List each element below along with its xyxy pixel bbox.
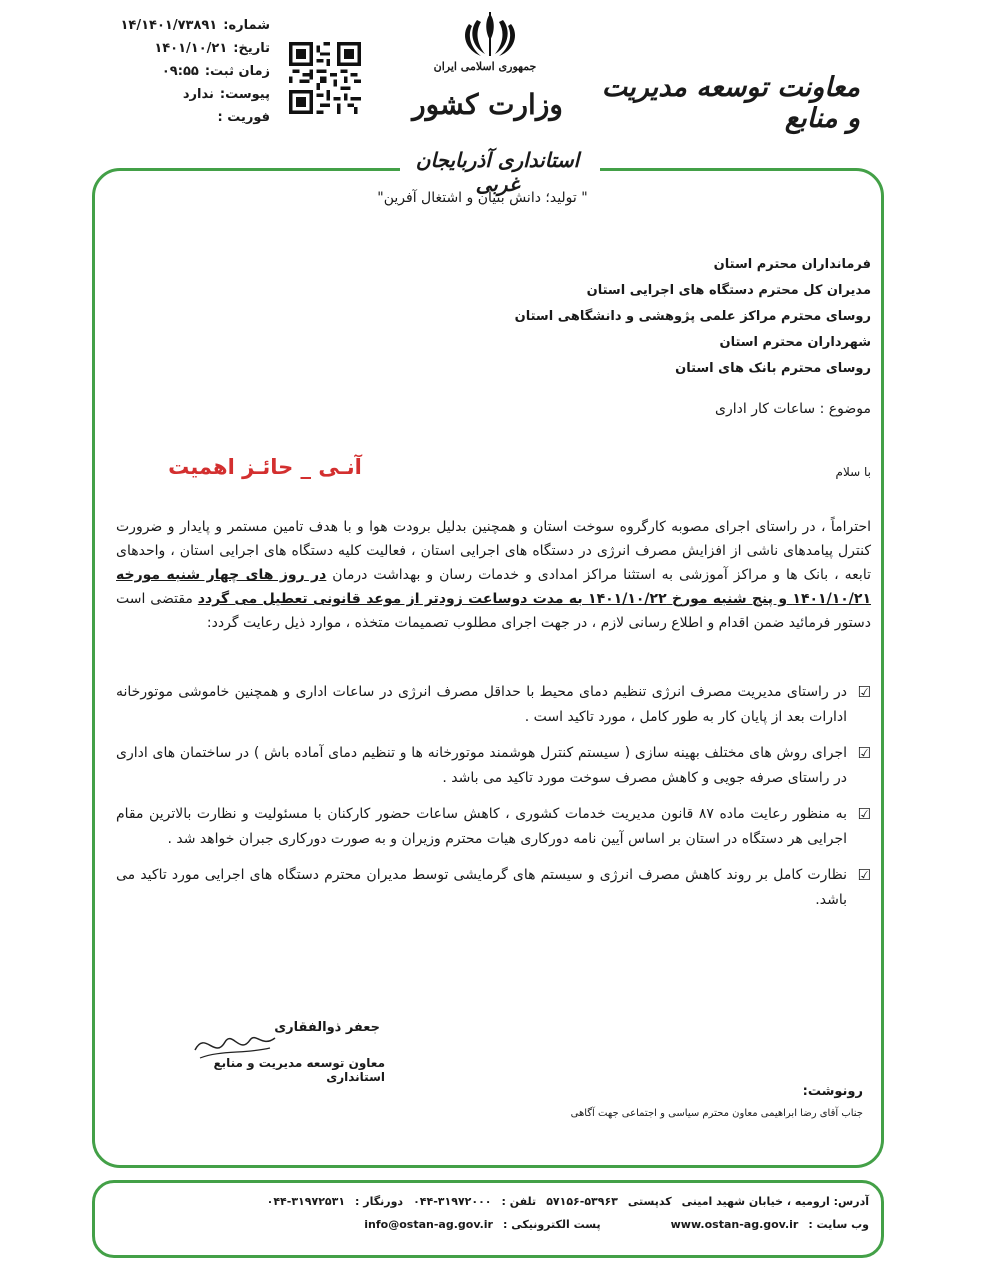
check-arrow-icon: ☑ bbox=[857, 866, 871, 884]
body-text-part2: مقتضی است دستور فرمائید ضمن اقدام و اطلاع رسانی لازم ، در جهت اجرای مطلوب تصمیمات متخذه ، موارد ذیل رعایت گردد: bbox=[116, 591, 871, 631]
recipient-item: فرمانداران محترم استان bbox=[713, 257, 871, 272]
meta-urgency-label: فوریت : bbox=[217, 110, 270, 125]
meta-number-value: ۱۴/۱۴۰۱/۷۳۸۹۱ bbox=[120, 18, 218, 33]
ministry-title: وزارت کشور bbox=[412, 88, 563, 121]
meta-attachment bbox=[40, 83, 270, 106]
meta-reg-time-value: ۰۹:۵۵ bbox=[161, 64, 199, 79]
footer-phone-label: تلفن : bbox=[501, 1195, 537, 1208]
body-text-part1: احتراماً ، در راستای اجرای مصوبه کارگروه سوخت استان و همچنین بدلیل برودت هوا و با هدف تامین مستمر و پایدار و ضرورت کنترل پیامدهای ناشی از افزایش مصرف انرژی در دستگاه های اجرایی استان ، فعالیت کلیه دستگاه های اجرایی استان ، واحدهای تابعه ، بانک ها و مراکز آموزشی به استثنا مراکز امدادی و خدمات رسان و بهداشت درمان bbox=[116, 519, 871, 583]
letter-meta bbox=[40, 14, 270, 129]
footer-row-2 bbox=[109, 1218, 869, 1231]
signatory-name: جعفر ذوالفقاری bbox=[274, 1020, 380, 1035]
footer-fax-value: ۰۴۴-۳۱۹۷۲۵۳۱ bbox=[266, 1195, 346, 1208]
urgent-stamp: آنـی _ حائـز اهمیت bbox=[168, 455, 362, 479]
meta-attachment-value: ندارد bbox=[182, 87, 214, 102]
footer-email-link[interactable]: info@ostan-ag.gov.ir bbox=[364, 1218, 493, 1231]
list-item-text: اجرای روش های مختلف بهینه سازی ( سیستم کنترل هوشمند موتورخانه ها و تنظیم دمای آماده باش ) در ساختمان های اداری در راستای صرفه جویی و کاهش مصرف سوخت مورد تاکید می باشد . bbox=[116, 745, 847, 786]
check-arrow-icon: ☑ bbox=[857, 744, 871, 762]
footer-postal-value: ۵۷۱۵۶-۵۳۹۶۳ bbox=[546, 1195, 618, 1208]
cc-label: رونوشت: bbox=[802, 1084, 863, 1099]
footer-postal-label: کدپستی bbox=[627, 1195, 672, 1208]
check-arrow-icon: ☑ bbox=[857, 805, 871, 823]
list-item bbox=[116, 680, 871, 730]
qr-code-icon bbox=[289, 42, 361, 114]
check-arrow-icon: ☑ bbox=[857, 683, 871, 701]
list-item bbox=[116, 802, 871, 852]
footer-website-label: وب سایت : bbox=[808, 1218, 869, 1231]
body-paragraph bbox=[116, 515, 871, 635]
body-bold-deadline: در روز های چهار شنبه مورخه ۱۴۰۱/۱۰/۲۱ و پنج شنبه مورخ ۱۴۰۱/۱۰/۲۲ به مدت دوساعت زودتر از موعد قانونی تعطیل می گردد bbox=[116, 567, 872, 607]
signatory-title: معاون توسعه مدیریت و منابع استانداری bbox=[213, 1056, 385, 1084]
recipient-item: مدیران کل محترم دستگاه های اجرایی استان bbox=[586, 283, 871, 298]
meta-urgency bbox=[40, 106, 270, 129]
meta-attachment-label: پیوست: bbox=[219, 87, 270, 102]
recipient-item: شهرداران محترم استان bbox=[719, 335, 871, 350]
list-item bbox=[116, 741, 871, 791]
meta-date-value: ۱۴۰۱/۱۰/۲۱ bbox=[154, 41, 228, 56]
deputy-title: معاونت توسعه مدیریت و منابع bbox=[601, 72, 860, 134]
salutation: با سلام bbox=[835, 465, 871, 479]
iran-emblem-icon bbox=[455, 10, 525, 60]
directives-list bbox=[116, 680, 871, 924]
republic-title: جمهوری اسلامی ایران bbox=[433, 60, 537, 73]
meta-reg-time-label: زمان ثبت: bbox=[204, 64, 270, 79]
meta-date bbox=[40, 37, 270, 60]
list-item-text: نظارت کامل بر روند کاهش مصرف انرژی و سیستم های گرمایشی توسط مدیران محترم دستگاه های اجرایی مورد تاکید می باشد. bbox=[116, 867, 847, 908]
slogan: " تولید؛ دانش بنیان و اشتغال آفرین" bbox=[377, 190, 588, 206]
list-item-text: در راستای مدیریت مصرف انرژی تنظیم دمای محیط با حداقل مصرف انرژی در ساعات اداری و همچنین خاموشی موتورخانه ادارات بعد از پایان کار به طور کامل ، مورد تاکید است . bbox=[116, 684, 847, 725]
recipients-list bbox=[491, 252, 871, 382]
footer-email-label: پست الکترونیکی : bbox=[502, 1218, 601, 1231]
meta-reg-time bbox=[40, 60, 270, 83]
cc-text: جناب آقای رضا ابراهیمی معاون محترم سیاسی و اجتماعی جهت آگاهی bbox=[570, 1108, 863, 1119]
list-item-text: به منظور رعایت ماده ۸۷ قانون مدیریت خدمات کشوری ، کاهش ساعات حضور کارکنان با مسئولیت و نظارت بالاترین مقام اجرایی هر دستگاه در استان بر اساس آیین نامه دورکاری هیات محترم وزیران و به صورت دورکاری جبران خواهد شد . bbox=[116, 806, 847, 847]
meta-number-label: شماره: bbox=[223, 18, 270, 33]
footer-phone-value: ۰۴۴-۳۱۹۷۲۰۰۰ bbox=[413, 1195, 492, 1208]
list-item bbox=[116, 863, 871, 913]
meta-date-label: تاریخ: bbox=[233, 41, 270, 56]
recipient-item: روسای محترم مراکز علمی پژوهشی و دانشگاهی استان bbox=[514, 309, 871, 324]
footer-row-1 bbox=[109, 1195, 869, 1208]
recipient-item: روسای محترم بانک های استان bbox=[675, 361, 871, 376]
province-title: استانداری آذربایجان غربی bbox=[415, 148, 580, 196]
footer-website-link[interactable]: www.ostan-ag.gov.ir bbox=[670, 1218, 799, 1231]
subject-line: موضوع : ساعات کار اداری bbox=[715, 401, 871, 417]
footer-fax-label: دورنگار : bbox=[355, 1195, 404, 1208]
meta-number bbox=[40, 14, 270, 37]
footer-address: آدرس: ارومیه ، خیابان شهید امینی bbox=[681, 1195, 869, 1208]
